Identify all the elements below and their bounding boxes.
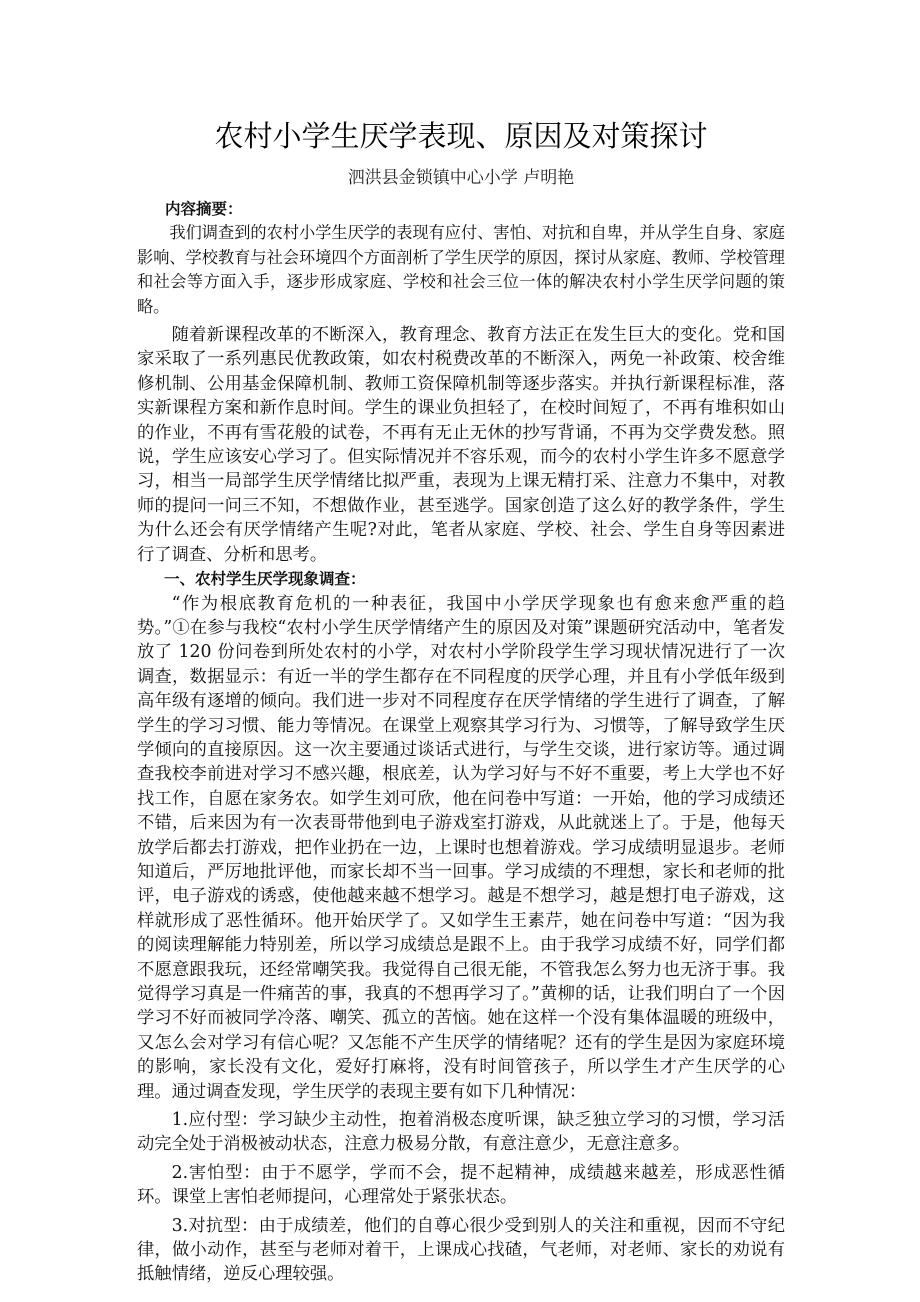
document-title: 农村小学生厌学表现、原因及对策探讨 — [214, 119, 708, 153]
document-body — [137, 197, 785, 1287]
list-item-coping: 1.应付型：学习缺少主动性，抱着消极态度听课，缺乏独立学习的习惯，学习活动完全处于消极被动状态，注意力极易分散，有意注意少，无意注意多。 — [137, 1110, 785, 1155]
intro-paragraph: 随着新课程改革的不断深入，教育理念、教育方法正在发生巨大的变化。党和国家采取了一系列惠民优教政策，如农村税费改革的不断深入，两免一补政策、校舍维修机制、公用基金保障机制、教师工资保障机制等逐步落实。并执行新课程标准，落实新课程方案和新作息时间。学生的课业负担轻了，在校时间短了，不再有堆积如山的作业，不再有雪花般的试卷，不再有无止无休的抄写背诵，不再为交学费发愁。照说，学生应该安心学习了。但实际情况并不容乐观，而今的农村小学生许多不愿意学习，相当一局部学生厌学情绪比拟严重，表现为上课无精打采、注意力不集中，对教师的提问一问三不知，不想做作业，甚至逃学。国家创造了这么好的教学条件，学生为什么还会有厌学情绪产生呢?对此，笔者从家庭、学校、社会、学生自身等因素进行了调查、分析和思考。 — [137, 325, 785, 565]
list-item-fearful: 2.害怕型：由于不愿学，学而不会，提不起精神，成绩越来越差，形成恶性循环。课堂上害怕老师提问，心理常处于紧张状态。 — [137, 1162, 785, 1208]
section-1-paragraph: “作为根底教育危机的一种表征，我国中小学厌学现象也有愈来愈严重的趋势。”①在参与我校“农村小学生厌学情绪产生的原因及对策”课题研究活动中，笔者发放了 120 份问卷到所处农村的小学，对农村小学阶段学生学习现状情况进行了一次调查，数据显示：有近一半的学生都存在不同程度的厌学心理，并且有小学低年级到高年级有逐增的倾向。我们进一步对不同程度存在厌学情绪的学生进行了调查，了解学生的学习习惯、能力等情况。在课堂上观察其学习行为、习惯等，了解导致学生厌学倾向的直接原因。这一次主要通过谈话式进行，与学生交谈，进行家访等。通过调查我校李前进对学习不感兴趣，根底差，认为学习好与不好不重要，考上大学也不好找工作，自愿在家务农。如学生刘可欣，他在问卷中写道：一开始，他的学习成绩还不错，后来因为有一次表哥带他到电子游戏室打游戏，从此就迷上了。于是，他每天放学后都去打游戏，把作业扔在一边，上课时也想着游戏。学习成绩明显退步。老师知道后，严厉地批评他，而家长却不当一回事。学习成绩的不理想，家长和老师的批评，电子游戏的诱惑，使他越来越不想学习。越是不想学习，越是想打电子游戏，这样就形成了恶性循环。他开始厌学了。又如学生王素芹，她在问卷中写道：“因为我的阅读理解能力特别差，所以学习成绩总是跟不上。由于我学习成绩不好，同学们都不愿意跟我玩，还经常嘲笑我。我觉得自己很无能，不管我怎么努力也无济于事。我觉得学习真是一件痛苦的事，我真的不想再学习了。”黄柳的话，让我们明白了一个因学习不好而被同学冷落、嘲笑、孤立的苦恼。她在这样一个没有集体温暖的班级中，又怎么会对学习有信心呢？又怎能不产生厌学的情绪呢？还有的学生是因为家庭环境的影响，家长没有文化，爱好打麻将，没有时间管孩子，所以学生才产生厌学的心理。通过调查发现，学生厌学的表现主要有如下几种情况： — [137, 593, 785, 1102]
abstract-heading: 内容摘要： — [165, 200, 243, 218]
document-author: 泗洪县金锁镇中心小学 卢明艳 — [347, 168, 575, 188]
section-heading-1: 一、农村学生厌学现象调查： — [164, 570, 366, 589]
abstract-paragraph: 我们调查到的农村小学生厌学的表现有应付、害怕、对抗和自卑，并从学生自身、家庭影响、学校教育与社会环境四个方面剖析了学生厌学的原因，探讨从家庭、教师、学校管理和社会等方面入手，逐步形成家庭、学校和社会三位一体的解决农村小学生厌学问题的策略。 — [137, 223, 785, 316]
list-item-defiant: 3.对抗型：由于成绩差，他们的自尊心很少受到别人的关注和重视，因而不守纪律，做小动作，甚至与老师对着干，上课成心找碴，气老师，对老师、家长的劝说有抵触情绪，逆反心理较强。 — [137, 1215, 785, 1285]
